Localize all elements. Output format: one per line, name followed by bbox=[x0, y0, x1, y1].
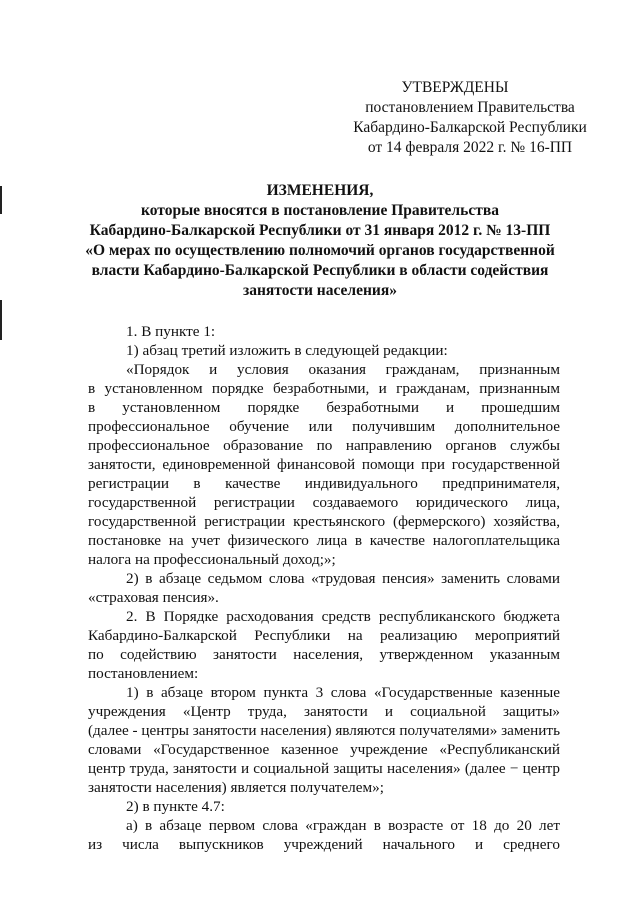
body-line: постановлением: bbox=[88, 665, 199, 682]
body-line: «страховая пенсия». bbox=[88, 589, 219, 606]
body-line: налога на профессиональный доход;»; bbox=[88, 551, 336, 568]
approval-block bbox=[320, 78, 620, 158]
body-line: 2. В Порядке расходования средств республиканского бюджета bbox=[126, 608, 560, 625]
body-line: регистрации в качестве индивидуального предпринимателя, bbox=[88, 475, 560, 492]
body-line: в установленном порядке безработными, и гражданам, признанным bbox=[88, 380, 560, 397]
approval-heading: УТВЕРЖДЕНЫ bbox=[401, 79, 509, 96]
body-line: постановке на учет физического лица в качестве налогоплательщика bbox=[88, 532, 560, 549]
body-line: по содействию занятости населения, утвержденном указанным bbox=[88, 646, 560, 663]
body-line: а) в абзаце первом слова «граждан в возрасте от 18 до 20 лет bbox=[126, 817, 560, 834]
approval-line: постановлением Правительства bbox=[365, 99, 575, 116]
body-line: 1) абзац третий изложить в следующей редакции: bbox=[126, 342, 448, 359]
body-line: государственной регистрации создаваемого юридического лица, bbox=[88, 494, 560, 511]
document-title bbox=[0, 181, 640, 301]
title-line: Кабардино-Балкарской Республики от 31 января 2012 г. № 13-ПП bbox=[89, 222, 551, 239]
body-line: «Порядок и условия оказания гражданам, признанным bbox=[126, 361, 560, 378]
title-heading: ИЗМЕНЕНИЯ, bbox=[266, 182, 374, 199]
scan-edge-mark bbox=[0, 300, 2, 340]
body-line: Кабардино-Балкарской Республики на реализацию мероприятий bbox=[88, 627, 560, 644]
body-line: учреждения «Центр труда, занятости и социальной защиты» bbox=[88, 703, 560, 720]
body-line: (далее - центры занятости населения) являются получателями» заменить bbox=[88, 722, 560, 739]
approval-line: Кабардино-Балкарской Республики bbox=[353, 119, 587, 136]
approval-line: от 14 февраля 2022 г. № 16-ПП bbox=[367, 139, 573, 156]
body-line: центр труда, занятости и социальной защиты населения» (далее − центр bbox=[88, 760, 560, 777]
body-line: 1. В пункте 1: bbox=[126, 323, 216, 340]
body-line: словами «Государственное казенное учреждение «Республиканский bbox=[88, 741, 560, 758]
body-line: 2) в пункте 4.7: bbox=[126, 798, 225, 815]
title-line: которые вносятся в постановление Правительства bbox=[141, 202, 499, 219]
title-line: «О мерах по осуществлению полномочий органов государственной bbox=[85, 242, 555, 259]
body-line: занятости населения) является получателем»; bbox=[88, 779, 384, 796]
title-line: занятости населения» bbox=[243, 282, 397, 299]
body-line: профессиональное обучение или получившим дополнительное bbox=[88, 418, 560, 435]
body-line: занятости, единовременной финансовой помощи при государственной bbox=[88, 456, 560, 473]
body-line: в установленном порядке безработными и прошедшим bbox=[88, 399, 560, 416]
body-line: 1) в абзаце втором пункта 3 слова «Государственные казенные bbox=[126, 684, 560, 701]
body-line: профессиональное образование по направлению органов службы bbox=[88, 437, 560, 454]
body-line: государственной регистрации крестьянского (фермерского) хозяйства, bbox=[88, 513, 560, 530]
body-line: 2) в абзаце седьмом слова «трудовая пенсия» заменить словами bbox=[126, 570, 560, 587]
body-line: из числа выпускников учреждений начального и среднего bbox=[88, 836, 560, 853]
title-line: власти Кабардино-Балкарской Республики в области содействия bbox=[91, 262, 549, 279]
